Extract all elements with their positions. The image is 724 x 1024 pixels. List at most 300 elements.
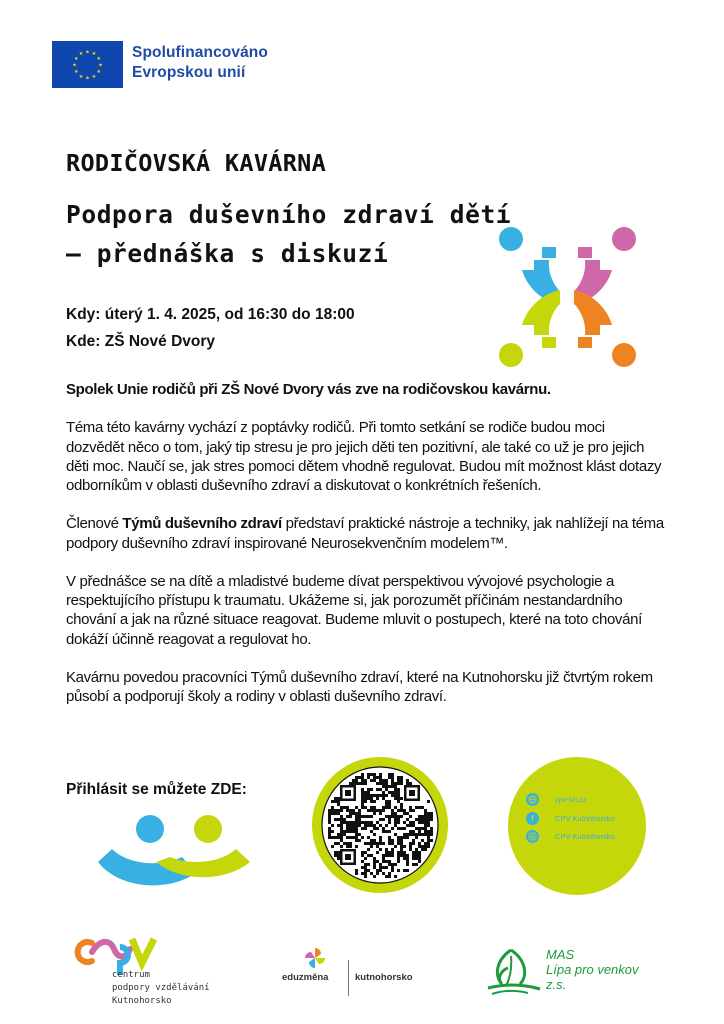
qr-module	[385, 851, 388, 854]
qr-module	[346, 830, 349, 833]
qr-module	[427, 821, 430, 824]
contact-circle	[508, 757, 646, 895]
qr-module	[334, 851, 337, 854]
qr-module	[391, 782, 394, 785]
qr-module	[412, 851, 415, 854]
qr-module	[331, 830, 334, 833]
qr-module	[385, 785, 388, 788]
qr-module	[394, 824, 397, 827]
qr-module	[418, 827, 421, 830]
signup-label: Přihlásit se můžete ZDE:	[66, 781, 247, 798]
flower-logo-icon	[494, 225, 640, 370]
qr-module	[394, 875, 397, 878]
qr-module	[385, 788, 388, 791]
qr-module	[367, 788, 370, 791]
qr-module	[421, 815, 424, 818]
qr-module	[349, 812, 352, 815]
event-subtitle-line-1: Podpora duševního zdraví dětí	[66, 200, 512, 229]
linden-leaf-icon	[486, 946, 541, 998]
qr-module	[394, 845, 397, 848]
qr-module	[364, 794, 367, 797]
qr-module	[388, 863, 391, 866]
qr-module	[337, 824, 340, 827]
qr-module	[367, 824, 370, 827]
qr-module	[403, 857, 406, 860]
qr-module	[400, 842, 403, 845]
qr-module	[406, 836, 409, 839]
qr-module	[382, 782, 385, 785]
qr-module	[355, 779, 358, 782]
qr-module	[424, 815, 427, 818]
qr-module	[400, 809, 403, 812]
contact-facebook[interactable]	[526, 812, 615, 825]
qr-module	[364, 797, 367, 800]
qr-module	[397, 797, 400, 800]
qr-module	[406, 863, 409, 866]
qr-module	[373, 794, 376, 797]
qr-module	[379, 839, 382, 842]
event-when: Kdy: úterý 1. 4. 2025, od 16:30 do 18:00	[66, 306, 355, 323]
qr-module	[379, 866, 382, 869]
qr-module	[406, 824, 409, 827]
qr-module	[388, 776, 391, 779]
qr-module	[391, 839, 394, 842]
qr-module	[400, 848, 403, 851]
qr-module	[424, 833, 427, 836]
qr-module	[355, 821, 358, 824]
qr-module	[346, 827, 349, 830]
qr-module	[430, 833, 433, 836]
qr-module	[421, 845, 424, 848]
qr-module	[355, 839, 358, 842]
qr-module	[409, 830, 412, 833]
qr-module	[364, 863, 367, 866]
contact-instagram[interactable]	[526, 830, 615, 843]
qr-module	[382, 818, 385, 821]
qr-module	[391, 866, 394, 869]
qr-module	[421, 818, 424, 821]
instagram-icon	[526, 830, 539, 843]
qr-module	[427, 818, 430, 821]
paragraph-team-post: představí praktické nástroje a techniky, jak nahlížejí na téma podpory duševního zdraví inspirované Neurosekvenčním modelem™.	[66, 515, 664, 552]
qr-module	[397, 791, 400, 794]
qr-module	[397, 809, 400, 812]
qr-module	[430, 827, 433, 830]
qr-module	[367, 842, 370, 845]
qr-module	[355, 776, 358, 779]
qr-module	[373, 842, 376, 845]
qr-module	[397, 779, 400, 782]
qr-module	[394, 788, 397, 791]
qr-module	[346, 836, 349, 839]
contact-website[interactable]	[526, 793, 587, 806]
svg-text:★: ★	[91, 73, 97, 80]
qr-module	[403, 854, 406, 857]
qr-module	[373, 866, 376, 869]
qr-module	[337, 818, 340, 821]
qr-module	[379, 848, 382, 851]
qr-module	[364, 857, 367, 860]
qr-module	[373, 806, 376, 809]
signup-qr-code[interactable]	[312, 757, 448, 893]
qr-module	[391, 773, 394, 776]
qr-module	[379, 863, 382, 866]
qr-module	[427, 800, 430, 803]
qr-module	[331, 836, 334, 839]
qr-module	[328, 821, 331, 824]
qr-module	[421, 833, 424, 836]
qr-module	[331, 812, 334, 815]
qr-module	[382, 797, 385, 800]
invitation-lead: Spolek Unie rodičů při ZŠ Nové Dvory vás zve na rodičovskou kavárnu.	[66, 381, 551, 398]
team-name-bold: Týmů duševního zdraví	[122, 515, 282, 533]
svg-text:★: ★	[96, 69, 102, 75]
qr-module	[349, 830, 352, 833]
qr-module	[409, 782, 412, 785]
qr-module	[424, 824, 427, 827]
qr-module	[361, 851, 364, 854]
qr-module	[385, 803, 388, 806]
qr-module	[379, 818, 382, 821]
qr-module	[370, 794, 373, 797]
mas-line-2: Lípa pro venkov z.s.	[546, 962, 639, 992]
qr-module	[391, 842, 394, 845]
qr-module	[394, 818, 397, 821]
qr-module	[397, 857, 400, 860]
qr-module	[349, 836, 352, 839]
invitation-body	[66, 380, 666, 726]
qr-module	[388, 818, 391, 821]
qr-module	[397, 851, 400, 854]
qr-module	[421, 848, 424, 851]
qr-module	[388, 842, 391, 845]
qr-module	[418, 851, 421, 854]
qr-module	[400, 827, 403, 830]
qr-module	[418, 806, 421, 809]
qr-module	[331, 845, 334, 848]
qr-module	[370, 842, 373, 845]
cpv-name	[112, 969, 210, 1008]
qr-module	[352, 782, 355, 785]
qr-module	[349, 782, 352, 785]
qr-module	[370, 872, 373, 875]
qr-module	[370, 815, 373, 818]
qr-module	[400, 803, 403, 806]
qr-module	[367, 848, 370, 851]
qr-module	[373, 824, 376, 827]
qr-module	[358, 839, 361, 842]
qr-module	[424, 809, 427, 812]
qr-module	[430, 812, 433, 815]
cpv-line-2: podpory vzdělávání	[112, 983, 210, 993]
qr-module	[370, 821, 373, 824]
qr-module	[415, 857, 418, 860]
qr-module	[343, 830, 346, 833]
qr-module	[403, 851, 406, 854]
qr-module	[421, 839, 424, 842]
qr-module	[418, 833, 421, 836]
cpv-logo	[70, 935, 240, 1015]
qr-module	[376, 821, 379, 824]
qr-module	[340, 821, 343, 824]
qr-module	[346, 815, 349, 818]
qr-module	[415, 833, 418, 836]
qr-module	[352, 830, 355, 833]
qr-module	[355, 782, 358, 785]
qr-module	[388, 785, 391, 788]
qr-module	[361, 800, 364, 803]
qr-module	[367, 791, 370, 794]
qr-module	[397, 815, 400, 818]
qr-module	[376, 809, 379, 812]
qr-module	[358, 809, 361, 812]
qr-module	[403, 809, 406, 812]
qr-module	[394, 812, 397, 815]
qr-module	[418, 830, 421, 833]
qr-module	[334, 797, 337, 800]
qr-module	[379, 836, 382, 839]
qr-module	[361, 860, 364, 863]
qr-module	[343, 821, 346, 824]
qr-module	[385, 794, 388, 797]
svg-text:★: ★	[73, 69, 79, 75]
qr-module	[406, 854, 409, 857]
qr-module	[367, 794, 370, 797]
qr-module	[328, 818, 331, 821]
qr-module	[394, 785, 397, 788]
qr-module	[373, 875, 376, 878]
qr-module	[400, 797, 403, 800]
qr-module	[427, 824, 430, 827]
qr-module	[370, 806, 373, 809]
qr-module	[373, 779, 376, 782]
qr-module	[382, 830, 385, 833]
qr-module	[352, 821, 355, 824]
qr-module	[373, 809, 376, 812]
qr-module	[388, 860, 391, 863]
qr-module	[385, 800, 388, 803]
qr-module	[355, 812, 358, 815]
qr-module	[349, 827, 352, 830]
qr-module	[349, 842, 352, 845]
qr-module	[379, 812, 382, 815]
qr-module	[352, 836, 355, 839]
eduzmena-logo	[282, 945, 432, 1000]
qr-module	[394, 833, 397, 836]
qr-module	[346, 824, 349, 827]
qr-module	[346, 806, 349, 809]
qr-module	[391, 779, 394, 782]
qr-module	[424, 827, 427, 830]
eduzmena-name: eduzměna	[282, 972, 329, 983]
qr-module	[379, 869, 382, 872]
svg-text:★: ★	[78, 51, 84, 58]
qr-module	[358, 833, 361, 836]
qr-module	[346, 845, 349, 848]
qr-module	[370, 773, 373, 776]
qr-module	[334, 800, 337, 803]
qr-module	[385, 782, 388, 785]
qr-module	[388, 806, 391, 809]
svg-text:★: ★	[96, 56, 102, 62]
qr-module	[334, 812, 337, 815]
qr-module	[373, 857, 376, 860]
qr-module	[364, 851, 367, 854]
qr-module	[391, 848, 394, 851]
qr-module	[340, 806, 343, 809]
qr-module	[388, 851, 391, 854]
qr-module	[361, 773, 364, 776]
qr-module	[385, 830, 388, 833]
qr-module	[406, 857, 409, 860]
qr-module	[340, 833, 343, 836]
qr-module	[397, 839, 400, 842]
qr-module	[361, 782, 364, 785]
qr-module	[346, 821, 349, 824]
qr-module	[397, 842, 400, 845]
qr-module	[427, 812, 430, 815]
qr-module	[424, 821, 427, 824]
qr-module	[364, 866, 367, 869]
paragraph-presenters: Kavárnu povedou pracovníci Týmů duševního zdraví, které na Kutnohorsku již čtvrtým rokem působí a podporují školy a rodiny v oblasti duševního zdraví.	[66, 668, 653, 706]
pinwheel-icon	[304, 947, 326, 969]
qr-module	[337, 797, 340, 800]
qr-module	[415, 848, 418, 851]
qr-module	[388, 875, 391, 878]
qr-module	[328, 830, 331, 833]
qr-module	[370, 839, 373, 842]
qr-module	[382, 860, 385, 863]
qr-module	[382, 842, 385, 845]
qr-module	[400, 779, 403, 782]
qr-module	[361, 776, 364, 779]
svg-text:★: ★	[91, 51, 97, 58]
qr-module	[391, 791, 394, 794]
qr-module	[430, 818, 433, 821]
qr-module	[361, 806, 364, 809]
qr-module	[400, 854, 403, 857]
facebook-icon: f	[526, 812, 539, 825]
qr-module	[406, 782, 409, 785]
qr-module	[349, 824, 352, 827]
qr-module	[400, 782, 403, 785]
qr-module	[364, 842, 367, 845]
qr-module	[415, 854, 418, 857]
qr-module	[388, 815, 391, 818]
qr-module	[391, 812, 394, 815]
qr-module	[337, 803, 340, 806]
qr-module	[373, 860, 376, 863]
qr-module	[397, 869, 400, 872]
qr-module	[370, 779, 373, 782]
qr-module	[385, 866, 388, 869]
qr-module	[424, 842, 427, 845]
qr-module	[367, 869, 370, 872]
svg-text:★: ★	[85, 49, 90, 56]
qr-module	[373, 812, 376, 815]
qr-module	[364, 779, 367, 782]
qr-module	[424, 830, 427, 833]
qr-module	[406, 779, 409, 782]
qr-module	[361, 791, 364, 794]
qr-module	[340, 827, 343, 830]
qr-module	[376, 782, 379, 785]
qr-module	[394, 821, 397, 824]
qr-module	[367, 815, 370, 818]
qr-module	[385, 875, 388, 878]
qr-module	[370, 797, 373, 800]
paragraph-team-pre: Členové	[66, 515, 123, 533]
qr-module	[382, 857, 385, 860]
qr-module	[379, 824, 382, 827]
qr-module	[391, 869, 394, 872]
qr-module	[388, 791, 391, 794]
svg-text:★: ★	[73, 56, 79, 62]
qr-module	[379, 794, 382, 797]
qr-module	[337, 857, 340, 860]
contact-website-label: cpv-kh.cz	[555, 795, 587, 804]
qr-module	[397, 794, 400, 797]
paragraph-lecture: V přednášce se na dítě a mladistvé budeme dívat perspektivou vývojové psychologie a respektujícího přístupu k traumatu. Ukážeme si, jak porozumět příčinám nestandardního chování a jak na různé situace reagovat. Budeme mluvit o postupech, které na toto chování dokáží účinně reagovat a regulovat ho.	[66, 572, 642, 648]
qr-module	[379, 773, 382, 776]
qr-module	[370, 854, 373, 857]
qr-module	[349, 845, 352, 848]
cpv-line-1: centrum	[112, 970, 150, 980]
qr-module	[355, 869, 358, 872]
qr-module	[394, 863, 397, 866]
qr-module	[361, 803, 364, 806]
qr-module	[349, 821, 352, 824]
paragraph-team	[66, 514, 666, 552]
qr-module	[400, 851, 403, 854]
qr-module	[367, 836, 370, 839]
qr-module	[418, 845, 421, 848]
qr-finder-bottom-left	[340, 849, 356, 865]
qr-module	[397, 776, 400, 779]
qr-module	[394, 815, 397, 818]
qr-module	[376, 794, 379, 797]
qr-module	[364, 869, 367, 872]
qr-module	[373, 776, 376, 779]
qr-module	[364, 821, 367, 824]
qr-module	[397, 782, 400, 785]
qr-module	[328, 827, 331, 830]
qr-module	[364, 791, 367, 794]
qr-module	[355, 872, 358, 875]
qr-module	[361, 794, 364, 797]
qr-module	[421, 806, 424, 809]
qr-module	[355, 815, 358, 818]
qr-module	[409, 809, 412, 812]
eu-line-2: Evropskou unií	[132, 64, 246, 81]
qr-module	[331, 800, 334, 803]
qr-module	[388, 821, 391, 824]
qr-module	[409, 845, 412, 848]
qr-module	[373, 863, 376, 866]
event-subtitle-line-2: – přednáška s diskuzí	[66, 239, 389, 268]
qr-module	[346, 809, 349, 812]
qr-module	[400, 776, 403, 779]
qr-module	[424, 845, 427, 848]
event-details	[66, 301, 355, 355]
qr-module	[403, 821, 406, 824]
qr-module	[418, 857, 421, 860]
qr-module	[424, 818, 427, 821]
qr-module	[409, 842, 412, 845]
qr-module	[406, 833, 409, 836]
qr-module	[385, 806, 388, 809]
qr-module	[361, 872, 364, 875]
